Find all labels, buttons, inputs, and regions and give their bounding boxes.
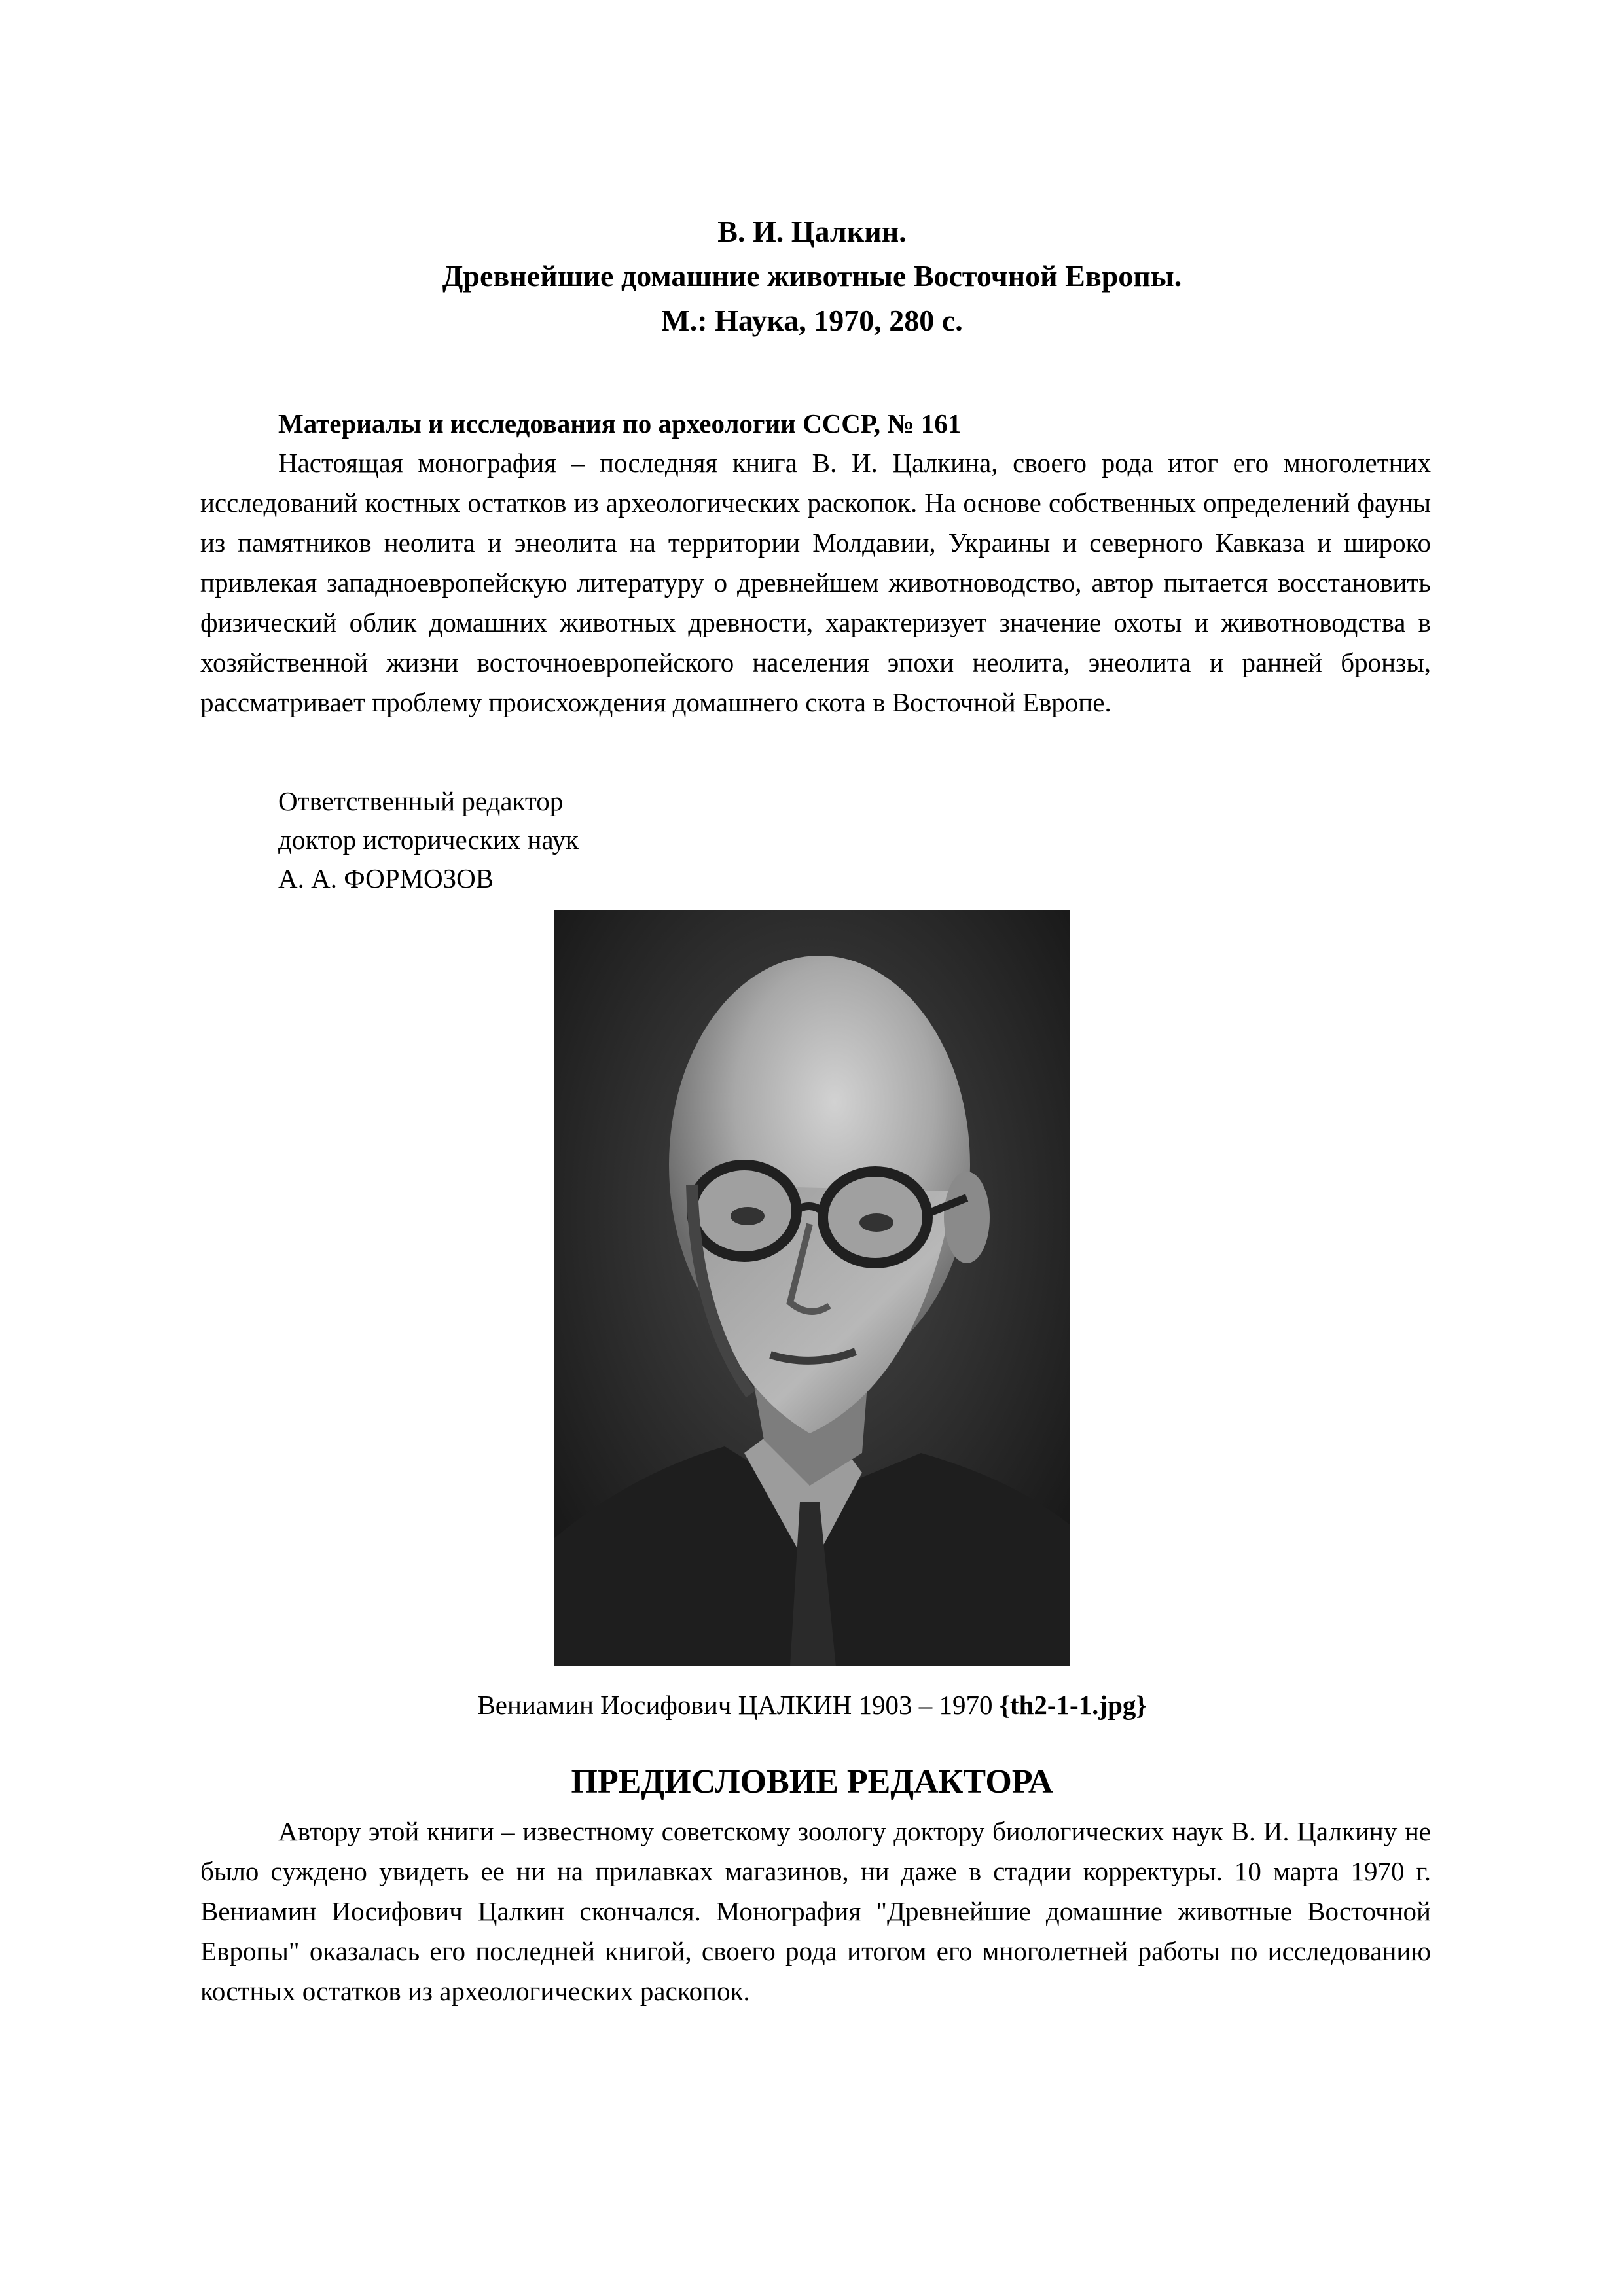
- title-block: [196, 209, 1428, 343]
- author-heading: В. И. Цалкин.: [717, 215, 907, 248]
- caption-file-reference: {th2-1-1.jpg}: [999, 1690, 1147, 1720]
- responsible-editor: [278, 782, 579, 898]
- author-portrait-photo: [554, 910, 1070, 1666]
- preface-paragraph: Автору этой книги – известному советскому зоологу доктору биологических наук В. И. Цалкину не было суждено увидеть ее ни на прилавках магазинов, ни даже в стадии корректуры. 10 марта 1970 г. Вениамин Иосифович Цалкин скончался. Монография "Древнейшие домашние животные Восточной Европы" оказалась его последней книгой, своего рода итогом его многолетней работы по исследованию костных остатков из археологических раскопок.: [200, 1816, 1431, 2006]
- editor-name: А. А. ФОРМОЗОВ: [278, 863, 494, 893]
- section-heading: ПРЕДИСЛОВИЕ РЕДАКТОРА: [571, 1763, 1053, 1801]
- editor-role: Ответственный редактор: [278, 786, 564, 816]
- abstract-paragraph: Настоящая монография – последняя книга В. И. Цалкина, своего рода итог его многолетних исследований костных остатков из археологических раскопок. На основе собственных определений фауны из памятников неолита и энеолита на территории Молдавии, Украины и северного Кавказа и широко привлекая западноевропейскую литературу о древнейшем животноводство, автор пытается восстановить физический облик домашних животных древности, характеризует значение охоты и животноводства в хозяйственной жизни восточноевропейского населения эпохи неолита, энеолита и ранней бронзы, рассматривает проблему происхождения домашнего скота в Восточной Европе.: [200, 448, 1431, 717]
- series-title: Материалы и исследования по археологии СССР, № 161: [278, 408, 962, 439]
- editor-degree: доктор исторических наук: [278, 825, 579, 855]
- portrait-illustration: [554, 910, 1070, 1666]
- imprint: М.: Наука, 1970, 280 с.: [661, 304, 963, 337]
- book-title: Древнейшие домашние животные Восточной Европы.: [442, 259, 1182, 293]
- photo-caption: [196, 1685, 1428, 1725]
- caption-text: Вениамин Иосифович ЦАЛКИН 1903 – 1970: [477, 1690, 1000, 1720]
